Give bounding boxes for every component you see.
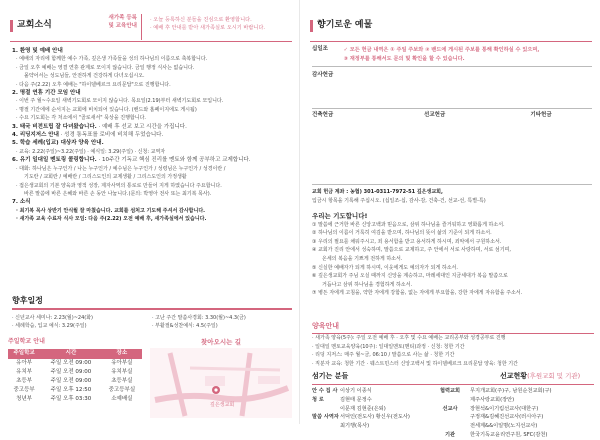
table-cell: 청년부 bbox=[16, 395, 33, 402]
prayer-item: ② 하나님의 이름이 거룩히 여김을 받으며, 하나님의 뜻이 삶의 기준이 되게 하소서. bbox=[312, 230, 492, 237]
divider bbox=[312, 184, 592, 185]
tithe-note: ✓ 모든 헌금 내역은 ① 주일 주보와 ② 밴드에 게시된 주보를 통해 확인하실 수 있으며, ③ 재정부를 통해서도 문의 및 확인을 할 수 있습니다. bbox=[343, 47, 540, 62]
staff-cell bbox=[312, 431, 340, 440]
staff-row bbox=[312, 405, 594, 414]
staff-cell: 기관 bbox=[444, 431, 456, 438]
staff-title: 섬기는 분들 bbox=[312, 372, 349, 380]
staff-cell bbox=[408, 405, 430, 414]
nurture-item: · 리딩 지저스: 매주 월~금, 06:10 / 말씀으로 사는 삶 · 청한 기간 bbox=[312, 352, 455, 359]
sunday-school-info bbox=[8, 338, 142, 404]
staff-row bbox=[312, 431, 594, 440]
sunday-school-table bbox=[8, 349, 142, 404]
staff-cell: 전세계&&이일명(노지선교사) bbox=[470, 423, 538, 430]
prayer-section bbox=[312, 212, 592, 298]
schedule-title: 향후일정 bbox=[12, 296, 43, 305]
offering-columns bbox=[312, 112, 592, 119]
directions-title: 찾아오시는 길 bbox=[201, 338, 241, 346]
prayer-item: ① 말씀에 근거한 바른 신앙고백과 믿음으로, 삼위 하나님을 즐거워하고 영화롭게 하소서. bbox=[312, 221, 505, 228]
missions-title: 선교현황(후원교회 및 기관) bbox=[500, 372, 581, 380]
announcement-heading: 7. 소식 bbox=[12, 199, 31, 206]
tithe-row bbox=[312, 46, 594, 63]
staff-cell bbox=[408, 422, 430, 431]
prayer-item: 온세의 복음을 기쁘게 전하게 하소서. bbox=[322, 255, 403, 262]
staff-row bbox=[312, 413, 594, 422]
table-cell: 소예배실 bbox=[111, 395, 133, 402]
table-cell: 주일 오후 03:30 bbox=[50, 395, 92, 402]
staff-cell: 선교사 bbox=[442, 405, 458, 412]
thanks-offering: 감사헌금 bbox=[312, 72, 334, 78]
welcome-notes: · 오늘 등록하신 분들을 진심으로 환영합니다. · 예배 후 안내를 받아 새가족실로 오시기 바랍니다. bbox=[150, 17, 266, 31]
sunday-school-title: 주일학교 안내 bbox=[8, 338, 45, 345]
prayer-title: 우리는 기도합니다! bbox=[312, 212, 368, 220]
prayer-item: ⑥ 깊은생교회가 주님 오실 때까지 신앙을 계승하고, 마레세대인 지금세대가 복음 말씀으로 bbox=[312, 273, 508, 280]
map-road bbox=[190, 368, 280, 370]
announcement-item: · 대화: 하나님은 누구인가 / 나는 누구인가 / 예수님은 누구인가 / 성령님은 누구인가 / 성경이란 / bbox=[16, 165, 226, 172]
announcement-item: · 수요 기도회는 각 처소에서 "골로새서" 묵상을 진행합니다. bbox=[16, 115, 146, 122]
staff-cell: 제주사랑교회(장안) bbox=[470, 396, 515, 403]
church-news-title: 교회소식 bbox=[10, 20, 52, 32]
table-cell: 중고등부실 bbox=[108, 386, 136, 393]
divider bbox=[312, 66, 592, 67]
account-info: 교회 헌금 계좌 : 농협) 301-0311-7972-51 깊은생교회, 입금시 항목을 기록해 주십시오. (십일조-십, 감사-감, 건축-건, 선교-선, 특별-특) bbox=[312, 189, 486, 204]
directions-map bbox=[150, 338, 292, 418]
nurture-info bbox=[312, 322, 594, 368]
schedule-section bbox=[12, 296, 292, 331]
map-block bbox=[258, 376, 280, 384]
map-graphic bbox=[150, 348, 292, 418]
table-row bbox=[8, 359, 142, 368]
map-church-label: 깊은생교회 bbox=[210, 402, 235, 408]
prayer-item: ③ 우리의 필요를 채워주시고, 죄 용서함을 받고 용서하게 하시며, 죄악에서 구원하소서. bbox=[312, 238, 502, 245]
staff-table bbox=[312, 384, 594, 440]
staff-cell: 말씀 사역자 bbox=[312, 414, 339, 421]
staff-cell: 한국기독교윤리연구원, SFC(감천) bbox=[470, 431, 548, 438]
table-cell: 중고등부 bbox=[13, 386, 35, 393]
nurture-item: · 직분자 교육: 청한 기간 · 웨스트민스터 신앙고백서 및 하이델베르크 요리문답 양육: 청한 기간 bbox=[312, 360, 518, 367]
staff-cell bbox=[430, 422, 470, 431]
announcement-item: · 이번 주 월~수요일 새벽기도회로 모이지 않습니다. 목요일(2.19)부터 새벽기도회로 모입니다. bbox=[16, 98, 224, 105]
staff-cell: 서덕인(전도사) 황신우(전도사) bbox=[340, 414, 410, 421]
announcement-item: · 금일 오후 예배는 영결 연휴 관계로 모이지 않습니다. 금일 행정 식사는 없습니다. bbox=[16, 64, 195, 71]
other-offering: 기타헌금 bbox=[530, 112, 552, 118]
staff-cell bbox=[340, 431, 408, 440]
divider bbox=[312, 108, 592, 109]
staff-cell bbox=[408, 413, 430, 422]
staff-row bbox=[312, 396, 594, 405]
announcement-item: · 최기복 목사 상반기 안식월 잘 마쳤습니다. 교회를 섬처고 기도해 주셔서 감사합니다. bbox=[16, 207, 206, 214]
table-cell: 유아부 bbox=[16, 359, 33, 366]
offering-title: 향기로운 예물 bbox=[310, 20, 372, 32]
table-cell: 초등부 bbox=[16, 377, 33, 384]
announcement-heading: 1. 환영 및 예배 안내 bbox=[12, 48, 63, 54]
newcomer-label: 새가족 등록 및 교육안내 bbox=[72, 14, 142, 40]
announcement-heading: 4. 리딩지저스 안내 · 성경 통독표를 로비에 비치해 두었습니다. bbox=[12, 132, 164, 139]
header-place: 장소 bbox=[102, 349, 142, 359]
announcement-item: · 예배의 자리에 함께한 예수 가족, 깊은생 가족들을 성의 하나님의 이름으로 축복합니다. bbox=[16, 56, 208, 63]
announcement-item: 바른 말씀에 바른 은혜와 바른 손 동안 나눕니다.(문의: 박영아 전사 또는 최기복 목사). bbox=[24, 190, 212, 197]
prayer-item: ⑦ 병든 자에게 고침을, 약한 자에게 강함을, 없는 자에게 부요함을, 강한 자에게 자유함을 주소서. bbox=[312, 290, 523, 297]
announcement-heading: 2. 명절 연휴 기간 모임 안내 bbox=[12, 90, 81, 97]
staff-cell bbox=[430, 413, 470, 422]
announcement-heading: 5. 학습 세례(입교) 대상자 양육 안내. bbox=[12, 140, 104, 147]
staff-cell bbox=[430, 396, 470, 405]
announcement-item: · 교육: 2.22(주일)~3.22(주일) · 예식일: 3.29(주일) · 신청: 교역자 bbox=[16, 148, 166, 155]
staff-cell bbox=[408, 396, 430, 405]
prayer-item: ⑤ 신실한 예배자가 되게 하시며, 이웃에게도 예의자가 되게 하소서. bbox=[312, 264, 458, 271]
schedule-divider bbox=[12, 308, 292, 310]
header-divider bbox=[10, 41, 292, 43]
table-cell: 주일 오전 09:00 bbox=[50, 368, 92, 375]
nurture-title: 양육안내 bbox=[312, 322, 594, 334]
table-cell: 유치부실 bbox=[111, 368, 133, 375]
tithe-label: 십일조 bbox=[312, 46, 328, 52]
offering-divider bbox=[310, 41, 592, 43]
left-page bbox=[0, 0, 300, 424]
table-cell: 유치부 bbox=[16, 368, 33, 375]
table-row bbox=[8, 386, 142, 395]
table-cell: 주일 오전 09:00 bbox=[50, 359, 92, 366]
staff-row bbox=[312, 422, 594, 431]
announcement-item: · 명절 기간에에 순서지는 교회에 비치되어 있습니다. (밴드와 홈페이지에도 게시됨) bbox=[16, 106, 197, 113]
schedule-left-col: · 신년교사 세미나: 2.23(월)~24(화) · 세례학습, 입교 예식: 3.29(주일) bbox=[12, 314, 94, 330]
announcement-item: · 새가족 교육 수료자 식사 모임: 다음 주(2.22) 오전 예배 후, 새가족실에서 있습니다. bbox=[16, 216, 207, 223]
announcement-item: · 접은생교회의 기본 양육과 영적 성장, 제자사역의 통로로 만들어 지게 하였습니다 주요합니다. bbox=[16, 182, 222, 189]
building-offering: 건축헌금 bbox=[312, 112, 334, 118]
staff-cell bbox=[312, 405, 340, 414]
table-row bbox=[8, 368, 142, 377]
announcements bbox=[12, 47, 292, 224]
prayer-item: 거듭나고 삼위 하나님을 경험하게 하소서. bbox=[322, 281, 413, 288]
table-row bbox=[8, 377, 142, 386]
staff-row bbox=[312, 387, 594, 396]
prayer-item: ④ 교회가 진리 안에서 성숙하며, 말씀으로 교제하고, 주 안에서 서로 사랑하며, 서로 섬기며, bbox=[312, 247, 511, 254]
table-cell: 유아부실 bbox=[111, 359, 133, 366]
right-page bbox=[300, 0, 600, 438]
announcement-heading: 6. 유기 일대일 멘토링 콜링합니다. · 10주간 기독교 핵심 진리를 멘토와 함께 공부하고 교제합니다. bbox=[12, 157, 251, 164]
announcement-item: 기도란 / 교회란 / 예배란 / 그리스도인의 교제생활 / 그리스도인의 가정생활 bbox=[24, 174, 187, 181]
table-row bbox=[8, 395, 142, 404]
offering-header bbox=[310, 12, 592, 42]
staff-cell bbox=[312, 422, 340, 431]
staff-cell: 청 로 bbox=[312, 396, 324, 403]
map-block bbox=[205, 376, 225, 386]
church-news-header bbox=[10, 12, 292, 42]
staff-cell: 최기행(목사) bbox=[340, 423, 370, 430]
staff-cell: 협력교회 bbox=[439, 388, 461, 394]
nurture-item: · 일대일 멘토교육양육(10주): 일대일멘토(멘티)과정 · 신청: 청한 기간 bbox=[312, 343, 465, 350]
header-time: 시간 bbox=[40, 349, 102, 359]
table-cell: 주일 오후 12:50 bbox=[50, 386, 92, 393]
announcement-heading: 3. 태국 비전트립 잘 다녀왔습니다. · 예배 후 선교 보고 시간을 가집니다. bbox=[12, 123, 187, 130]
staff-cell bbox=[408, 387, 430, 396]
header-school: 주일학교 bbox=[8, 349, 40, 359]
staff-cell: 김현태 문정수 bbox=[340, 396, 372, 403]
nurture-item: · 새가족 양육(5주): 주일 오전 예배 후 · 오후 및 수요 예배는 교리공부와 성경공부로 진행 bbox=[312, 335, 506, 342]
schedule-right-col: · 고난 주간 말씀사경회: 3.30(월)~4.3(금) · 부활절&성찬예식: 4.5(주일) bbox=[152, 314, 246, 330]
table-cell: 초등부실 bbox=[111, 377, 133, 384]
staff-cell: 구정재&김혜진선교사(러시아구) bbox=[470, 414, 544, 421]
table-cell: 주일 오전 09:00 bbox=[50, 377, 92, 384]
staff-cell: 무지개교회(주)구, 남원순천교회(구) bbox=[470, 388, 552, 394]
staff-cell: 이상기 이종식 bbox=[340, 388, 372, 394]
staff-cell: 이문재 김현준(은퇴) bbox=[340, 405, 386, 412]
staff-cell bbox=[408, 431, 430, 440]
announcement-item: 몰약어서는 성도님들, 안전하게 건강하게 다녀오십시오. bbox=[24, 73, 145, 80]
announcement-item: · 다음 주(2.22) 오후 예배는 "하이델베르크 요리문답"으로 진행합니다. bbox=[16, 81, 171, 88]
staff-cell: 안 수 집 사 bbox=[312, 388, 338, 394]
staff-cell: 장현석&이기림선교사(대한구) bbox=[470, 405, 539, 412]
mission-offering: 선교헌금 bbox=[424, 112, 446, 118]
